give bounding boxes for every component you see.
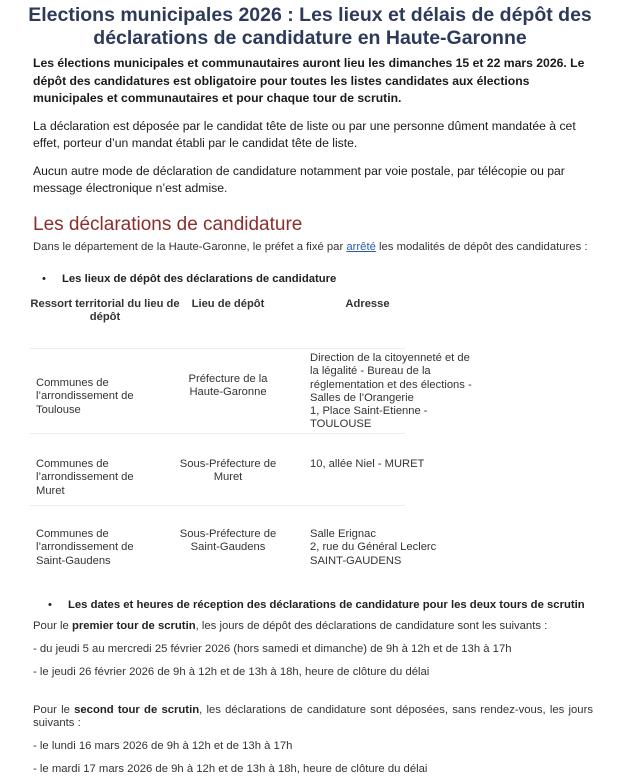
- premier-tour-intro-after: , les jours de dépôt des déclarations de candidature sont les suivants :: [195, 620, 548, 632]
- second-tour-intro-before: Pour le: [33, 704, 75, 716]
- page-title: [0, 4, 620, 50]
- premier-tour-item: - le jeudi 26 février 2026 de 9h à 12h et de 13h à 18h, heure de clôture du délai: [33, 666, 430, 678]
- address-line: TOULOUSE: [310, 418, 372, 431]
- bullet-dates-heures-label: Les dates et heures de réception des déclarations de candidature pour les deux tours de scrutin: [68, 599, 585, 611]
- second-tour-intro-after: , les déclarations de candidature sont déposées, sans rendez-vous, les jours suivants :: [33, 704, 593, 729]
- cell-adresse: [310, 352, 490, 432]
- section-heading: Les déclarations de candidature: [33, 214, 303, 235]
- address-line: Direction de la citoyenneté et de: [310, 352, 470, 364]
- page-title-line2: déclarations de candidature en Haute-Garonne: [93, 27, 527, 49]
- cell-ressort: Communes de l’arrondissement de Saint-Gaudens: [36, 528, 134, 567]
- table-row: [30, 348, 472, 434]
- cell-ressort: Communes de l’arrondissement de Toulouse: [36, 377, 134, 416]
- premier-tour-intro-before: Pour le: [33, 620, 72, 632]
- table-row: [30, 505, 437, 576]
- address-line: Salles de l’Orangerie: [310, 391, 414, 404]
- address-line: Salle Erignac: [310, 528, 376, 540]
- table-row: [30, 433, 425, 506]
- cell-lieu: Préfecture de la Haute-Garonne: [188, 373, 268, 399]
- cell-adresse: [310, 458, 490, 471]
- section-intro: [33, 241, 613, 253]
- premier-tour-item: - du jeudi 5 au mercredi 25 février 2026 (hors samedi et dimanche) de 9h à 12h et de 13h à 17h: [33, 643, 512, 655]
- second-tour-label: second tour de scrutin: [74, 704, 200, 716]
- table-header-row: [30, 298, 405, 348]
- intro-block: [33, 55, 593, 208]
- cell-lieu: Sous-Préfecture de Muret: [179, 458, 277, 484]
- intro-paragraph-elections: Les élections municipales et communautaires auront lieu les dimanches 15 et 22 mars 2026. Le dépôt des candidatures est obligatoire pour toutes les listes candidates aux élections municipales et communautaires et pour chaque tour de scrutin.: [33, 56, 585, 105]
- premier-tour-intro: [33, 620, 593, 633]
- header-adresse: Adresse: [345, 298, 390, 310]
- intro-paragraph-modes: Aucun autre mode de déclaration de candidature notamment par voie postale, par télécopie ou par message électronique n’est admise.: [33, 163, 565, 195]
- header-ressort: Ressort territorial du lieu de dépôt: [30, 298, 180, 324]
- address-line: 10, allée Niel - MURET: [310, 458, 425, 470]
- address-line: 2, rue du Général Leclerc: [310, 541, 437, 554]
- second-tour-intro: [33, 704, 593, 730]
- cell-lieu: Sous-Préfecture de Saint-Gaudens: [179, 528, 277, 554]
- bullet-lieux-depot: [42, 273, 336, 285]
- second-tour-item: - le lundi 16 mars 2026 de 9h à 12h et de 13h à 17h: [33, 740, 293, 752]
- intro-paragraph-declaration: La déclaration est déposée par le candidat tête de liste ou par une personne dûment mandatée à cet effet, porteur d’un mandat établi par le candidat tête de liste.: [33, 118, 576, 150]
- page-title-line1: Elections municipales 2026 : Les lieux et délais de dépôt des: [28, 4, 592, 26]
- cell-ressort: Communes de l’arrondissement de Muret: [36, 458, 134, 497]
- bullet-icon: •: [42, 273, 46, 285]
- bullet-lieux-depot-label: Les lieux de dépôt des déclarations de candidature: [62, 273, 337, 285]
- section-intro-text-after: les modalités de dépôt des candidatures :: [375, 241, 588, 253]
- address-line: SAINT-GAUDENS: [310, 554, 402, 567]
- premier-tour-block: [33, 620, 593, 679]
- header-lieu: Lieu de dépôt: [191, 298, 265, 310]
- second-tour-item: - le mardi 17 mars 2026 de 9h à 12h et de 13h à 18h, heure de clôture du délai: [33, 763, 428, 775]
- address-line: la légalité - Bureau de la: [310, 365, 431, 378]
- bullet-icon: •: [48, 599, 52, 611]
- premier-tour-label: premier tour de scrutin: [71, 620, 196, 632]
- arrete-link[interactable]: arrêté: [346, 241, 376, 253]
- bullet-dates-heures: [48, 599, 585, 611]
- section-intro-text-before: Dans le département de la Haute-Garonne, le préfet a fixé par: [33, 241, 347, 253]
- address-line: réglementation et des élections -: [310, 378, 472, 391]
- second-tour-block: [33, 704, 593, 776]
- cell-adresse: [310, 528, 490, 568]
- address-line: 1, Place Saint-Etienne -: [310, 405, 428, 418]
